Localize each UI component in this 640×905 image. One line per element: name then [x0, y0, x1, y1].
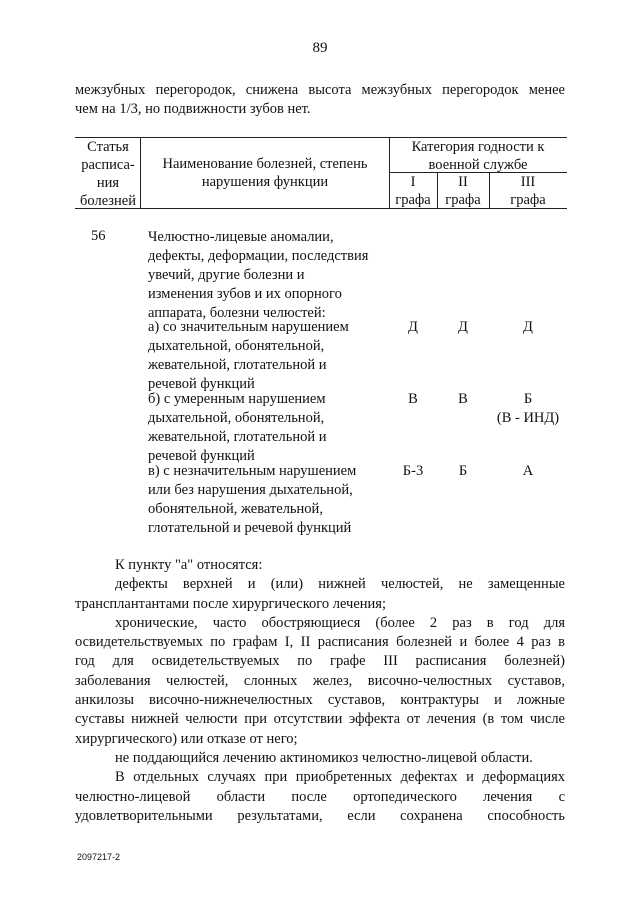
notes-heading: К пункту "а" относятся:: [115, 557, 263, 573]
row-a-col3: Д: [523, 319, 533, 335]
row-b-col2: В: [458, 391, 468, 407]
notes-paragraph-1: дефекты верхней и (или) нижней челюстей, не замещенные трансплантантами после хирургического лечения;: [75, 576, 565, 612]
header-col-1: I графа: [395, 174, 431, 208]
row-c-col2: Б: [458, 463, 468, 479]
row-b-col1: В: [408, 391, 418, 407]
disease-main-text: Челюстно-лицевые аномалии, дефекты, деформации, последствия увечий, другие болезни и изменения зубов и их опорного аппарата, болезни челюстей:: [148, 229, 369, 321]
article-number: 56: [91, 228, 106, 244]
intro-paragraph: [75, 81, 565, 119]
row-a-col1: Д: [408, 319, 418, 335]
disease-row-c: в) с незначительным нарушением или без нарушения дыхательной, обонятельной, жевательной, глотательной и речевой функций: [148, 463, 357, 536]
notes-section: [75, 556, 565, 826]
row-c-col3: А: [522, 463, 534, 479]
header-col-2: II графа: [445, 174, 481, 208]
header-col-3: III графа: [510, 174, 546, 208]
document-code: 2097217-2: [77, 852, 121, 862]
page-number: 89: [312, 40, 328, 56]
notes-paragraph-2: хронические, часто обостряющиеся (более 2 раз в год для освидетельствуемых по графам I, II расписания болезней и более 4 раз в год для освидетельствуемых по графе III расписания болезней) заболевания челюстей, слонных желез, височно-челюстных суставов, анкилозы височно-нижнечелюстных суставов, контрактуры и ложные суставы нижней челюсти при отсутствии эффекта от лечения (в том числе хирургического) или отказе от него;: [75, 614, 565, 747]
header-disease-name: Наименование болезней, степень нарушения функции: [162, 156, 368, 190]
disease-row-a: а) со значительным нарушением дыхательной, обонятельной, жевательной, глотательной и речевой функций: [148, 319, 349, 392]
notes-paragraph-3: не поддающийся лечению актиномикоз челюстно-лицевой области.: [115, 749, 533, 766]
header-category: Категория годности к военной службе: [411, 139, 545, 173]
intro-line: межзубных перегородок, снижена высота межзубных перегородок менее: [75, 82, 565, 98]
header-article: Статья расписа- ния болезней: [80, 139, 136, 209]
row-a-col2: Д: [458, 319, 468, 335]
notes-paragraph-4: В отдельных случаях при приобретенных дефектах и деформациях челюстно-лицевой области после ортопедического лечения с удовлетворительными результатами, если сохранена способность: [75, 769, 565, 824]
disease-row-b: б) с умеренным нарушением дыхательной, обонятельной, жевательной, глотательной и речевой функций: [148, 391, 327, 464]
row-c-col1: Б-3: [402, 463, 424, 479]
row-b-col3: Б (В - ИНД): [496, 391, 560, 426]
intro-line: чем на 1/3, но подвижности зубов нет.: [75, 101, 311, 117]
